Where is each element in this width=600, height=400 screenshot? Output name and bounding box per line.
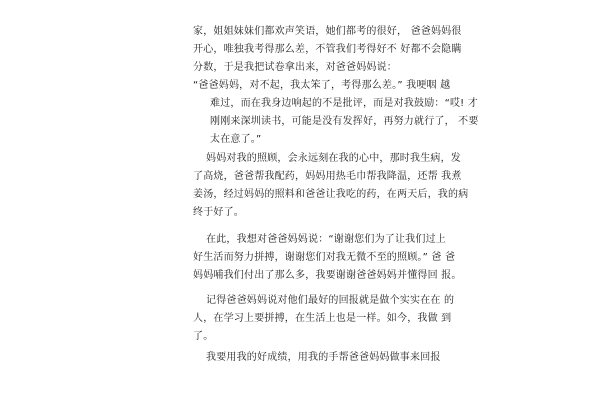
text-line: 难过，而在我身边响起的不是批评，而是对我鼓励：“哎! 才 [210, 98, 478, 109]
text-line: 妈妈哺我们付出了那么多，我要谢谢爸爸妈妈并懂得回 报。 [193, 270, 462, 281]
text-line: 姜汤，经过妈妈的照料和爸爸让我吃的药，在两天后，我的病 [193, 189, 469, 200]
text-line: 开心，唯独我考得那么差，不管我们考得好不 好都不会隐瞒 [193, 44, 462, 55]
paragraph-1 [193, 23, 479, 149]
text-line: 终于好了。 [193, 207, 244, 218]
text-line: “爸爸妈妈，对不起，我太笨了，考得那么差。” 我哽咽 越 [193, 80, 451, 91]
text-line: 了高烧，爸爸帮我配药，妈妈用热毛巾帮我降温，还帮 我煮 [193, 171, 462, 182]
text-line: 记得爸爸妈妈说对他们最好的回报就是做个实实在在 的 [206, 295, 455, 306]
paragraph-4 [193, 292, 455, 346]
text-line: 分数，于是我把试卷拿出来，对爸爸妈妈说： [193, 62, 397, 73]
text-line: 好生活而努力拼搏，谢谢您们对我无微不至的照顾。” 爸 爸 [193, 252, 456, 263]
text-line: 太在意了。” [210, 134, 262, 145]
text-line: 家，姐姐妹妹们都欢声笑语，她们都考的很好， 爸爸妈妈很 [193, 26, 462, 37]
text-line: 我要用我的好成绩，用我的手帮爸爸妈妈做事来回报 [206, 352, 441, 363]
paragraph-5 [193, 349, 441, 367]
text-line: 刚刚来深圳读书，可能是没有发挥好，再努力就行了， 不要 [210, 116, 479, 127]
text-line: 妈妈对我的照顾，会永远刻在我的心中，那时我生病，发 [206, 153, 461, 164]
text-line: 在此，我想对爸爸妈妈说：“谢谢您们为了让我们过上 [206, 234, 446, 245]
text-line: 了。 [193, 331, 214, 342]
paragraph-3 [193, 231, 462, 285]
text-line: 人，在学习上要拼搏，在生活上也是一样。如今，我做 到 [193, 313, 452, 324]
paragraph-2 [193, 150, 469, 222]
